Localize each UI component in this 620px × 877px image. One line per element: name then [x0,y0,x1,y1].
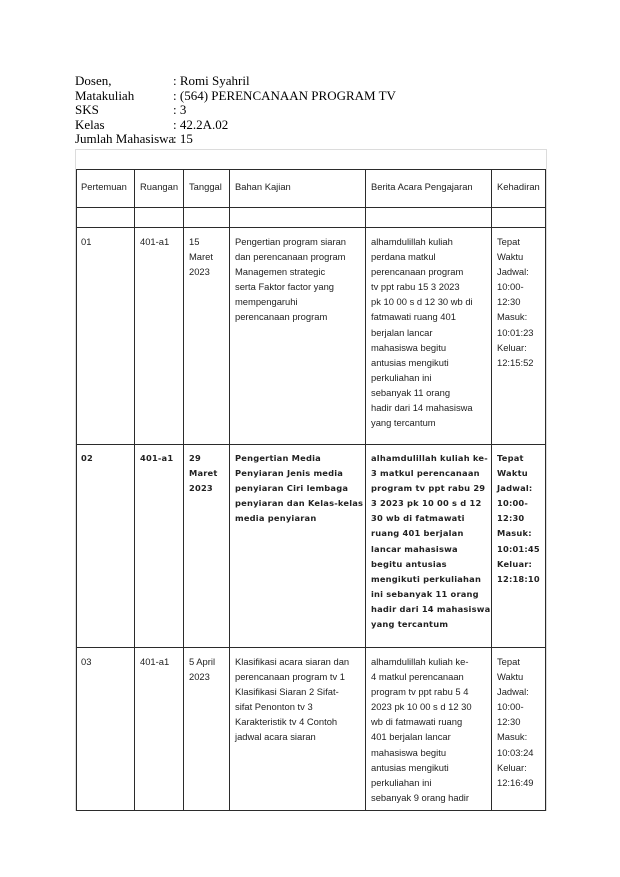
cell-pertemuan: 02 [81,453,93,463]
header-value: : 3 [173,102,187,118]
cell-ruangan: 401-a1 [140,453,174,463]
header-label: Dosen, [75,73,112,88]
header-label: Kelas [75,116,105,132]
column-divider [365,208,366,227]
column-divider [229,208,230,227]
header-row-matakuliah [75,89,396,104]
cell-tanggal: 15 Maret 2023 [189,236,213,278]
cell-berita-acara: alhamdulillah kuliah ke- 3 matkul perencanaan program tv ppt rabu 29 3 2023 pk 10 00 s d 12 30 wb di fatmawati ruang 401 berjalan lancar mahasiswa begitu antusias mengikuti perkuliahan ini sebanyak 11 orang hadir dari 14 mahasiswa yang tercantum [371,453,491,630]
header-value: : 42.2A.02 [173,116,229,132]
cell-pertemuan: 03 [81,656,92,667]
header-row-dosen [75,74,396,89]
cell-kehadiran: Tepat Waktu Jadwal: 10:00- 12:30 Masuk: 10:03:24 Keluar: 12:16:49 [497,656,534,788]
column-divider [491,208,492,227]
cell-kehadiran: Tepat Waktu Jadwal: 10:00- 12:30 Masuk: 10:01:45 Keluar: 12:18:10 [497,453,540,584]
attendance-table [75,149,547,811]
cell-berita-acara: alhamdulillah kuliah ke- 4 matkul perencanaan program tv ppt rabu 5 4 2023 pk 10 00 s d 12 30 wb di fatmawati ruang 401 berjalan lancar mahasiswa begitu antusias mengikuti perkuliahan ini sebanyak 9 orang hadir [371,656,472,803]
course-info-header [75,74,396,147]
column-header-ruangan: Ruangan [140,181,179,192]
column-divider [183,208,184,227]
table-row [76,445,546,648]
column-divider [545,208,546,227]
cell-tanggal: 29 Maret 2023 [189,453,218,494]
cell-bahan-kajian: Pengertian Media Penyiaran Jenis media penyiaran Ciri lembaga penyiaran dan Kelas-kelas media penyiaran [235,453,364,524]
column-header-bahan-kajian: Bahan Kajian [235,181,291,192]
header-row-sks [75,103,396,118]
cell-berita-acara: alhamdulillah kuliah perdana matkul perencanaan program tv ppt rabu 15 3 2023 pk 10 00 s d 12 30 wb di fatmawati ruang 401 berjalan lancar mahasiswa begitu antusias mengikuti perkuliahan ini sebanyak 11 orang hadir dari 14 mahasiswa yang tercantum [371,236,473,429]
table-top-spacer [76,150,546,169]
table-row [76,648,546,811]
column-header-kehadiran: Kehadiran [497,181,540,192]
header-row-jumlah-mahasiswa [75,132,396,147]
header-value: : Romi Syahril [173,73,250,88]
cell-ruangan: 401-a1 [140,656,170,667]
table-row [76,228,546,445]
column-divider [134,208,135,227]
header-label: SKS [75,102,99,118]
table-header-row [76,169,546,208]
header-label: Jumlah Mahasiswa [75,131,175,147]
column-header-pertemuan: Pertemuan [81,181,127,192]
header-label: Matakuliah [75,87,135,103]
cell-bahan-kajian: Pengertian program siaran dan perencanaan program Managemen strategic serta Faktor factor yang mempengaruhi perencanaan program [235,236,346,323]
table-gap-row [76,208,546,228]
column-divider [76,208,77,227]
header-row-kelas [75,118,396,133]
column-header-berita-acara: Berita Acara Pengajaran [371,181,473,192]
cell-kehadiran: Tepat Waktu Jadwal: 10:00- 12:30 Masuk: 10:01:23 Keluar: 12:15:52 [497,236,534,368]
cell-pertemuan: 01 [81,236,92,247]
cell-ruangan: 401-a1 [140,236,170,247]
column-header-tanggal: Tanggal [189,181,222,192]
header-value: : (564) PERENCANAAN PROGRAM TV [173,87,396,103]
cell-bahan-kajian: Klasifikasi acara siaran dan perencanaan program tv 1 Klasifikasi Siaran 2 Sifat- sifat Penonton tv 3 Karakteristik tv 4 Contoh jadwal acara siaran [235,656,350,743]
header-value: : 15 [173,131,193,147]
cell-tanggal: 5 April 2023 [189,656,216,683]
